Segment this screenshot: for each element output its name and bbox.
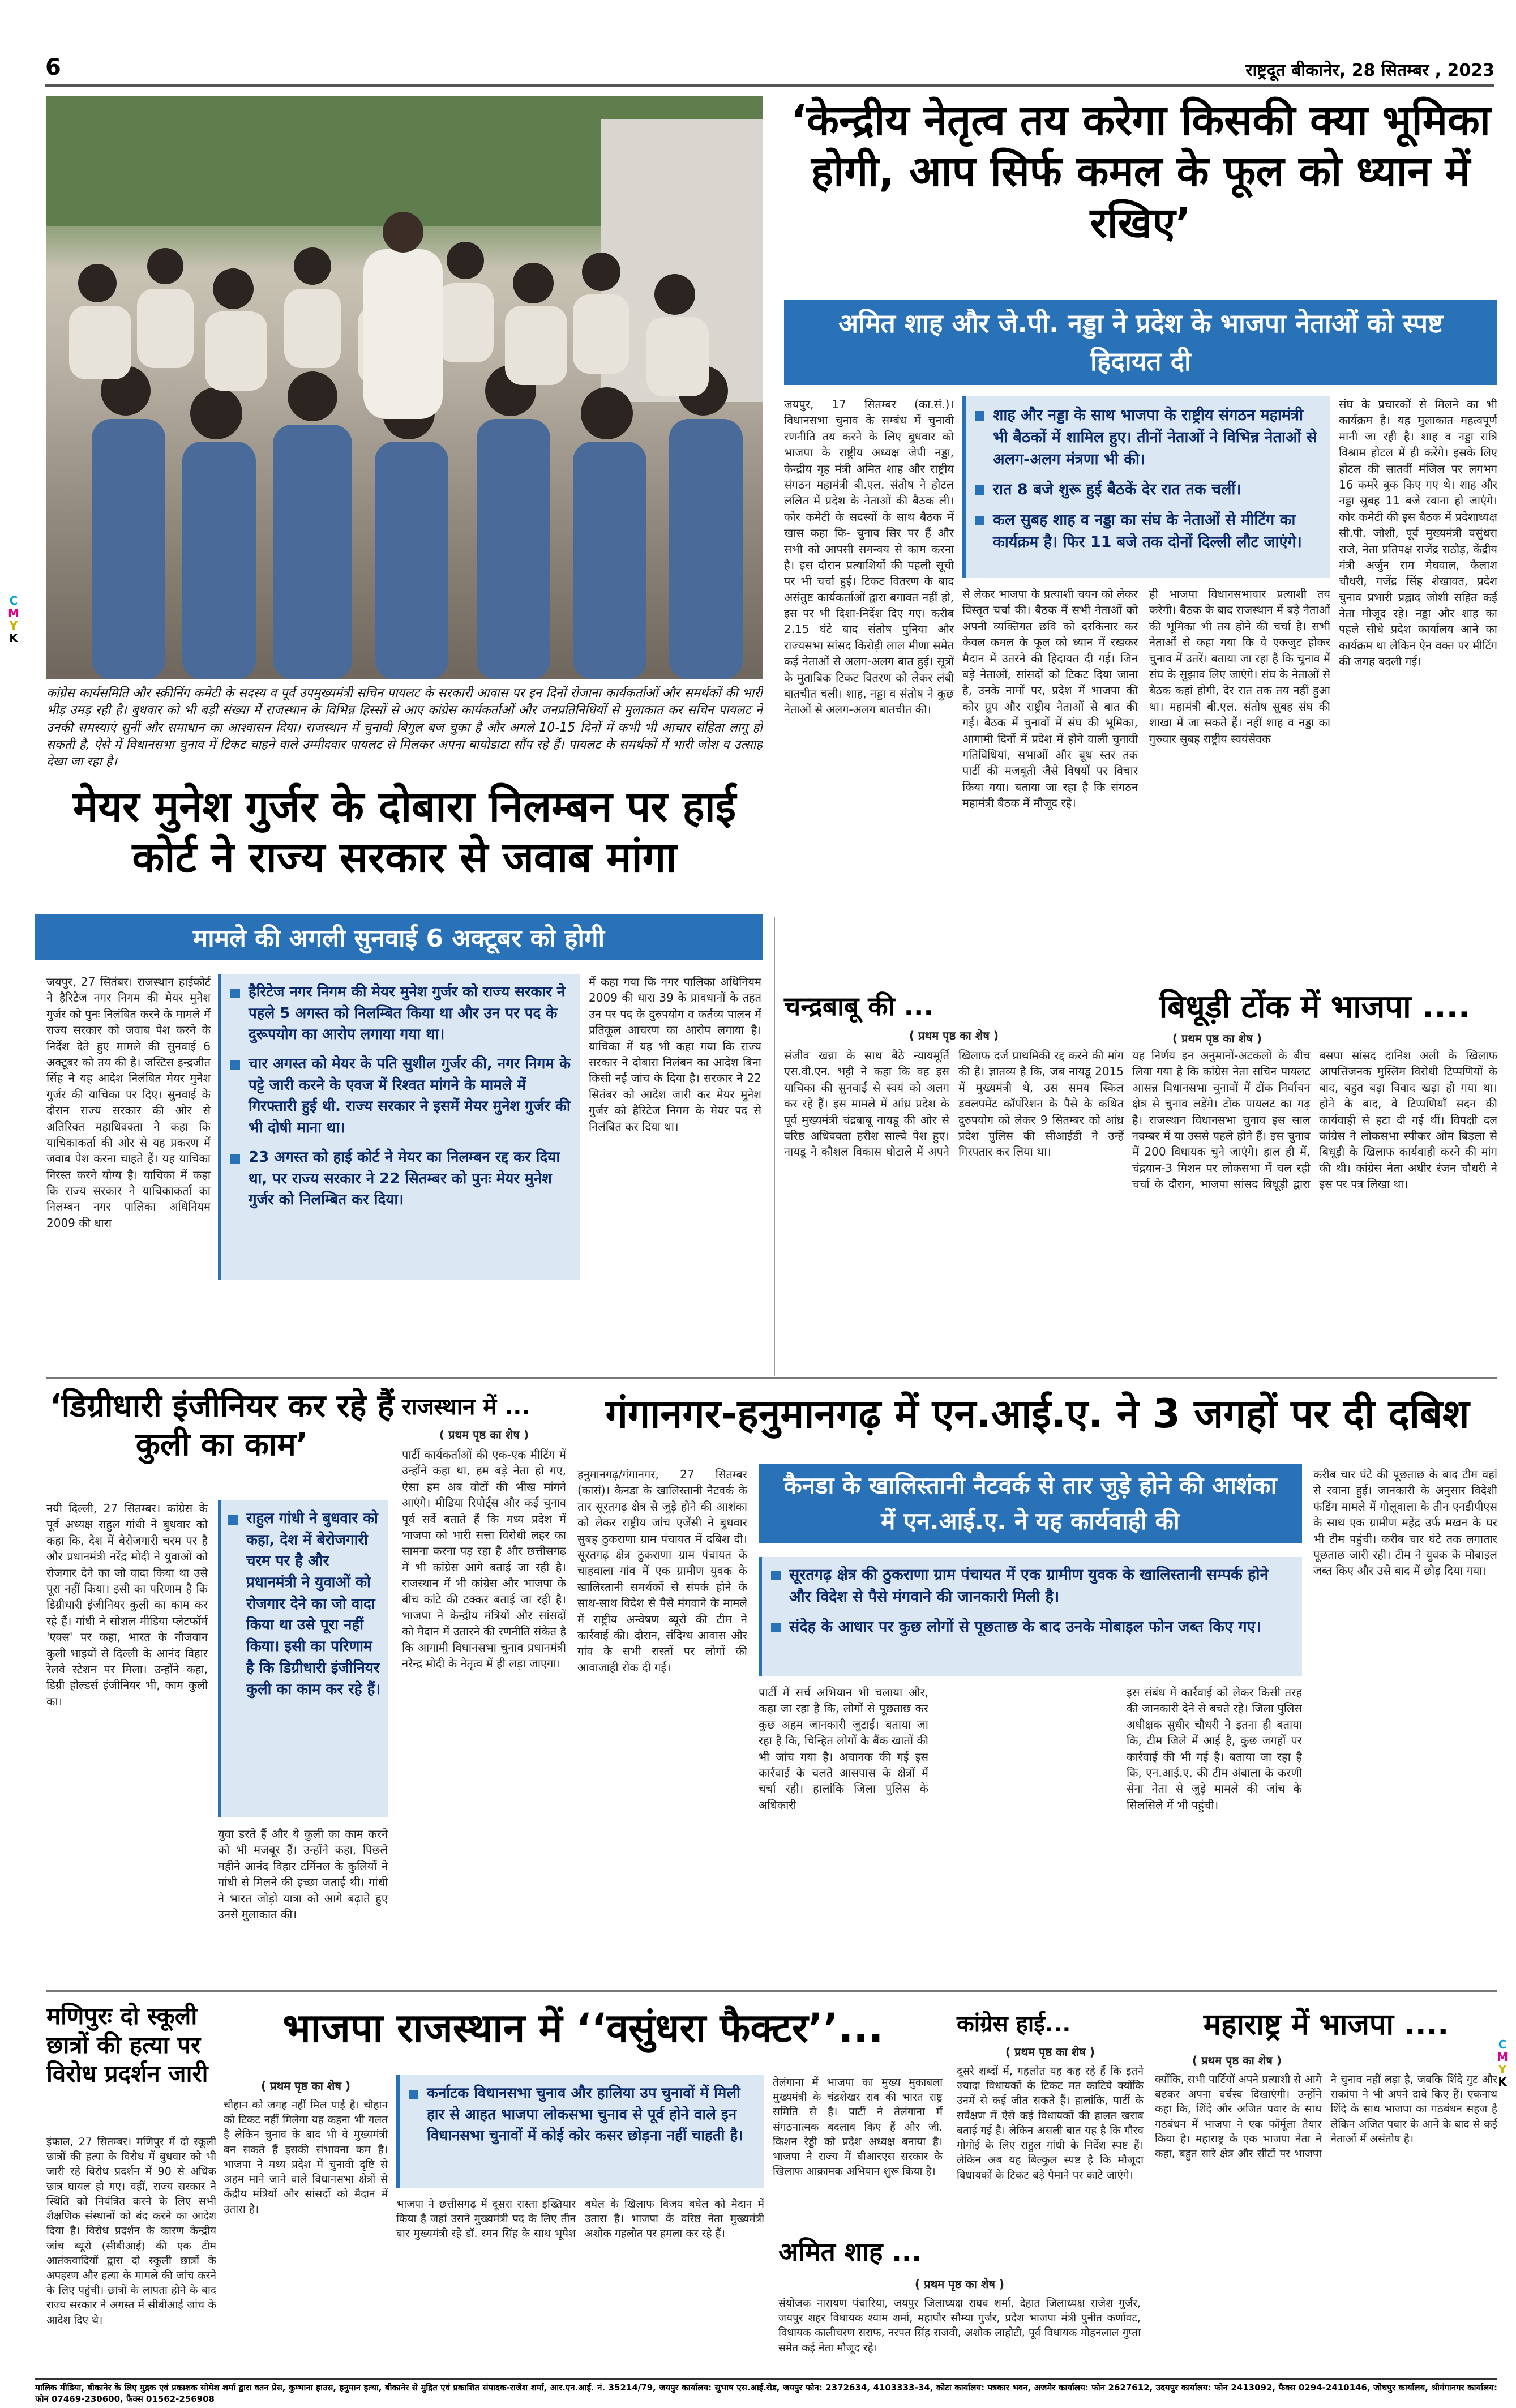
mayor-column-2: में कहा गया कि नगर पालिका अधिनियम 2009 की धारा 39 के प्रावधानों के तहत उन पर पद के दुरुपयोग व कर्तव्य पालन में प्रतिकूल आचरण का आरोप लगाया है। याचिका में यह भी कहा गया कि राज्य सरकार ने दोबारा निलंबन का आदेश बिना किसी नई जांच के दिया है। सरकार ने 22 सितंबर को आदेश जारी कर मेयर मुनेश गुर्जर को हैरिटेज निगम के मेयर पद से निलंबित कर दिया था।: [589, 975, 761, 1134]
vasundhara-column-3: तेलंगाना में भाजपा का मुख्य मुकाबला मुख्यमंत्री के चंद्रशेखर राव की भारत राष्ट्र समिति से है। पार्टी ने तेलंगाना में संगठनात्मक बदलाव किए हैं और जी. किशन रेड्डी को प्रदेश अध्यक्ष बनाया है। भाजपा ने राज्य में बीआरएस सरकार के खिलाफ आक्रामक अभियान शुरू किया है।: [773, 2076, 943, 2178]
chandrababu-kicker: चन्द्रबाबू की ...: [784, 991, 933, 1021]
engineer-bullet-box: [218, 1500, 388, 1817]
lead-bullet-box: [962, 396, 1330, 578]
mayor-subhead: मामले की अगली सुनवाई 6 अक्टूबर को होगी: [35, 914, 763, 960]
congress-kicker: कांग्रेस हाई...: [957, 2011, 1071, 2037]
page-number: 6: [45, 54, 61, 80]
lead-bullet-2: रात 8 बजे शुरू हुई बैठकें देर रात तक चलीं।: [973, 478, 1321, 501]
engineer-bullet-1: राहुल गांधी ने बुधवार को कहा, देश में बेरोजगारी चरम पर है और प्रधानमंत्री ने युवाओं को रोजगार देने का जो वादा किया था उसे पूरा नहीं किया। इसी का परिणाम है कि डिग्रीधारी इंजीनियर कुली का काम कर रहे हैं।: [226, 1508, 382, 1700]
vasundhara-column-2: भाजपा ने छत्तीसगढ़ में दूसरा रास्ता इख्तियार किया है जहां उसने मुख्यमंत्री पद के लिए तीन बार मुख्यमंत्री रहे डॉ. रमन सिंह के साथ भूपेश बघेल के खिलाफ विजय बघेल को मैदान में उतारा है। भाजपा के वरिष्ठ नेता मुख्यमंत्री अशोक गहलोत पर हमला कर रहे हैं।: [396, 2198, 764, 2240]
mayor-bullet-2: चार अगस्त को मेयर के पति सुशील गुर्जर की, नगर निगम के पट्टे जारी करने के एवज में रिश्वत मांगने के मामले में गिरफ्तारी हुई थी. राज्य सरकार ने इसमें मेयर मुनेश गुर्जर की भी दोषी माना था।: [228, 1054, 572, 1139]
mayor-bullet-3: 23 अगस्त को हाई कोर्ट ने मेयर का निलम्बन रद्द कर दिया था, पर राज्य सरकार ने 22 सितम्बर को पुनः मेयर मुनेश गुर्जर को निलम्बित कर दिया।: [228, 1147, 572, 1211]
lead-bullet-3: कल सुबह शाह व नड्डा का संघ के नेताओं से मीटिंग का कार्यक्रम है। फिर 11 बजे तक दोनों दिल्ली लौट जाएंगे।: [973, 509, 1321, 553]
rajasthan-kicker: राजस्थान में ...: [402, 1394, 530, 1420]
maharashtra-text: क्योंकि, सभी पार्टियों अपने प्रत्याशी से आगे बढ़कर अपना वर्चस्व दिखाएंगी। उन्होंने कहा कि, शिंदे और अजित पवार के साथ गठबंधन में भाजपा ने एक फॉर्मूला तैयार किया है। महाराष्ट्र के एक भाजपा नेता ने कहा, बहुत सारे क्षेत्र और सीटों पर भाजपा ने चुनाव नहीं लड़ा है, जबकि शिंदे गुट और राकांपा ने भी अपने दावे किए हैं। एकनाथ शिंदे के साथ भाजपा का गठबंधन सहज है लेकिन अजित पवार के आने के बाद से कई नेताओं में असंतोष है।: [1155, 2073, 1497, 2161]
congress-text: दूसरे शब्दों में, गहलोत यह कह रहे हैं कि इतने ज्यादा विधायकों के टिकट मत काटिये क्योंकि उनमें से कई जीत सकते हैं। हालांकि, पार्टी के सर्वेक्षण में ऐसे कई विधायकों की हालत खराब बताई गई है। लेकिन असली बात यह है कि गौरव गोगोई के लिए राहुल गांधी के निर्देश स्पष्ट हैं। लेकिन अब यह बिल्कुल स्पष्ट है कि मौजूदा विधायकों के टिकट बड़े पैमाने पर काटे जाएंगे।: [957, 2065, 1144, 2182]
chandrababu-continued: ( प्रथम पृष्ठ का शेष ): [909, 1029, 999, 1042]
page-header: [45, 54, 1494, 88]
lead-column-2: से लेकर भाजपा के प्रत्याशी चयन को लेकर विस्तृत चर्चा की। बैठक में सभी नेताओं को अपनी व्यक्तिगत छवि को दरकिनार कर केवल कमल के फूल को ध्यान में रखकर मैदान में उतरने की हिदायत दी गई। जिन बड़े नेताओं, सांसदों को टिकट दिया जाना है, उनके नामों पर, प्रदेश में भाजपा की कोर ग्रुप और राष्ट्रीय नेताओं से बात की गई। बैठक में चुनावों में संघ की भूमिका, आगामी दिनों में प्रदेश में होने वाली चुनावी गतिविधियां, सभाओं और बूथ स्तर तक पार्टी की मजबूती जैसे विषयों पर विचार किया गया। बताया जा रहा है कि संगठन महामंत्री बैठक में मौजूद रहे।: [962, 587, 1138, 810]
chandrababu-text: संजीव खन्ना के साथ बैठे न्यायमूर्ति एस.वी.एन. भट्टी ने कहा कि वह इस याचिका की सुनवाई से स्वयं को अलग कर रहे हैं। इस मामले में आंध्र प्रदेश के पूर्व मुख्यमंत्री चंद्रबाबू नायडू की ओर से वरिष्ठ अधिवक्ता हरीश साल्वे पेश हुए। नायडू ने कौशल विकास घोटाले में अपने खिलाफ दर्ज प्राथमिकी रद्द करने की मांग की है। ज्ञातव्य है कि, जब नायडू 2015 में मुख्यमंत्री थे, उस समय स्किल डवलपमेंट कॉर्पोरेशन के पैसे के कथित दुरुपयोग को लेकर 9 सितम्बर को आंध्र प्रदेश पुलिस की सीआईडी ने उन्हें गिरफ्तार कर लिया था।: [784, 1049, 1124, 1159]
lead-column-3: ही भाजपा विधानसभावार प्रत्याशी तय करेगी। बैठक के बाद राजस्थान में बड़े नेताओं की भूमिका भी तय होने की चर्चा है। सभी नेताओं से कहा गया कि वे एकजुट होकर चुनाव में उतरें। बताया जा रहा है कि चुनाव में संघ के सुझाव लिए जाएंगे। संघ के नेताओं से बैठक कहां होगी, देर रात तक तय नहीं हुआ था। महामंत्री बी.एल. संतोष सुबह संघ की शाखा में जा सकते हैं। नहीं शाह व नड्डा का गुरुवार सुबह राष्ट्रीय स्वयंसेवक: [1149, 587, 1330, 746]
engineer-headline: ‘डिग्रीधारी इंजीनियर कर रहे हैं कुली का काम’: [49, 1388, 395, 1464]
maharashtra-headline: महाराष्ट्र में भाजपा ....: [1203, 2008, 1449, 2042]
manipur-text: इंफाल, 27 सितम्बर। मणिपुर में दो स्कूली छात्रों की हत्या के विरोध में बुधवार को भी जारी रहे विरोध प्रदर्शन में 90 से अधिक छात्र घायल हो गए। वहीं, राज्य सरकार ने स्थिति को नियंत्रित करने के लिए सभी शैक्षणिक संस्थानों को बंद करने का आदेश दिया है। विरोध प्रदर्शन के कारण केन्द्रीय जांच ब्यूरो (सीबीआई) की एक टीम आतंकवादियों द्वारा दो स्कूली छात्रों के अपहरण और हत्या के मामले की जांच करने के लिए पहुंची। छात्रों के लापता होने के बाद राज्य सरकार ने अगस्त में सीबीआई जांच के आदेश दिए थे।: [46, 2136, 216, 2326]
bidhuri-headline: बिधूड़ी टोंक में भाजपा ....: [1159, 989, 1471, 1025]
vasundhara-bullet-1: कर्नाटक विधानसभा चुनाव और हालिया उप चुनावों में मिली हार से आहत भाजपा लोकसभा चुनाव से पूर्व होने वाले इन विधानसभा चुनावों में कोई कोर कसर छोड़ना नहीं चाहती है।: [406, 2083, 756, 2147]
masthead: राष्ट्रदूत बीकानेर, 28 सितम्बर , 2023: [1245, 61, 1494, 80]
column-divider: [774, 917, 775, 1376]
engineer-text: नयी दिल्ली, 27 सितम्बर। कांग्रेस के पूर्व अध्यक्ष राहुल गांधी ने बुधवार को कहा कि, देश में बेरोजगारी चरम पर है और प्रधानमंत्री नरेंद्र मोदी ने युवाओं को रोजगार देने का जो वादा किया था उसे पूरा नहीं किया। इसी का परिणाम है कि डिग्रीधारी इंजीनियर कुली का काम कर रहे हैं। गांधी ने सोशल मीडिया प्लेटफॉर्म 'एक्स' पर कहा, भारत के नौजवान कुली भाइयों से दिल्ली के आनंद विहार रेलवे स्टेशन पर मिला। उन्होंने कहा, डिग्री होल्डर्स इंजीनियर भी, काम कुली का।: [46, 1502, 208, 1708]
vasundhara-headline: भाजपा राजस्थान में ‘‘वसुंधरा फैक्टर’’...: [282, 2005, 884, 2051]
nia-bullet-box: [759, 1557, 1302, 1676]
amit-text: संयोजक नारायण पंचारिया, जयपुर जिलाध्यक्ष राघव शर्मा, देहात जिलाध्यक्ष राजेश गुर्जर, जयपुर शहर विधायक श्याम शर्मा, महापौर सौम्या गुर्जर, प्रदेश भाजपा मंत्री पुनीत कर्णावट, विधायक कालीचरण सराफ, नरपत सिंह राजवी, अशोक लाहोटी, पूर्व विधायक मोहनलाल गुप्ता समेत कई नेता मौजूद रहे।: [778, 2297, 1141, 2354]
header-rule: [45, 84, 1494, 87]
mayor-column-1: जयपुर, 27 सितंबर। राजस्थान हाईकोर्ट ने हैरिटेज नगर निगम की मेयर मुनेश गुर्जर को पुनः निलंबित करने के मामले में राज्य सरकार को जवाब पेश करने के निर्देश देते हुए मामले की सुनवाई 6 अक्टूबर को तय की है। जस्टिस इन्द्रजीत सिंह ने यह आदेश निलंबित मेयर मुनेश गुर्जर की याचिका पर दिए। सुनवाई के दौरान राज्य सरकार की ओर से अतिरिक्त महाधिवक्ता ने कहा कि याचिकाकर्ता की ओर से यह प्रकरण में जवाब पेश करना चाहते हैं। यह याचिका निरस्त करने योग्य है। याचिका में कहा कि राज्य सरकार ने याचिकाकर्ता का निलम्बन नगर पालिका अधिनियम 2009 की धारा: [46, 975, 211, 1230]
section-rule-1: [46, 1377, 1497, 1379]
nia-subhead: कैनडा के खालिस्तानी नैटवर्क से तार जुड़े होने की आशंका में एन.आई.ए. ने यह कार्यवाही की: [759, 1464, 1302, 1543]
vasundhara-column-1: चौहान को जगह नहीं मिल पाई है। चौहान को टिकट नहीं मिलेगा यह कहना भी गलत है लेकिन चुनाव के बाद भी वे मुख्यमंत्री बन सकते हैं इसकी संभावना कम है। भाजपा ने मध्य प्रदेश में चुनावी दृष्टि से अहम माने जाने वाले विधानसभा क्षेत्रों से केंद्रीय मंत्रियों और सांसदों को मैदान में उतारा है।: [224, 2099, 388, 2215]
lead-headline: ‘केन्द्रीय नेतृत्व तय करेगा किसकी क्या भूमिका होगी, आप सिर्फ कमल के फूल को ध्यान में रखिए’: [791, 96, 1491, 247]
lead-bullet-1: शाह और नड्डा के साथ भाजपा के राष्ट्रीय संगठन महामंत्री भी बैठकों में शामिल हुए। तीनों नेताओं ने विभिन्न नेताओं से अलग-अलग मंत्रणा भी की।: [973, 404, 1321, 471]
engineer-column-2: युवा डरते हैं और ये कुली का काम करने को भी मजबूर हैं। उन्होंने कहा, पिछले महीने आनंद विहार टर्मिनल के कुलियों ने गांधी से मिलने की इच्छा जताई थी। गांधी ने भारत जोड़ो यात्रा को आगे बढ़ाते हुए उनसे मुलाकात की।: [218, 1827, 388, 1921]
nia-column-4: करीब चार घंटे की पूछताछ के बाद टीम वहां से रवाना हुई। जानकारी के अनुसार विदेशी फंडिंग मामले में गोलूवाला के तीन एनडीपीएस के साथ एक ग्रामीण महेंद्र उर्फ मखन के घर भी टीम पहुंची। करीब चार घंटे तक लगातार पूछताछ जारी रही। टीम ने युवक के मोबाइल जब्त किए और उसे बाद में छोड़ दिया गया।: [1313, 1468, 1497, 1578]
rally-photo: [46, 96, 763, 679]
rajasthan-continued: ( प्रथम पृष्ठ का शेष ): [439, 1428, 529, 1442]
imprint-line: मालिक मीडिया, बीकानेर के लिए मुद्रक एवं प्रकाशक सोमेश शर्मा द्वारा वतन प्रेस, कुम्भाना हाउस, हनुमान हत्था, बीकानेर से मुद्रित एवं प्रकाशित संपादक-राजेश शर्मा, आर.एन.आई. नं. 35214/79, जयपुर कार्यालय: सुभाष एस.आई.रोड, जयपुर फोन: 2372634, 4103333-34, कोटा कार्यालय: पत्रकार भवन, अजमेर कार्यालय: फोन 2627612, उदयपुर कार्यालय: फोन 2413092, फैक्स 0294-2410146, जोधपुर कार्यालय, श्रीगंगानगर कार्यालय: फोन 07469-230600, फैक्स 01562-256908: [35, 2383, 1497, 2404]
vasundhara-continued: ( प्रथम पृष्ठ का शेष ): [260, 2079, 351, 2093]
maharashtra-continued: ( प्रथम पृष्ठ का शेष ): [1192, 2054, 1282, 2067]
bidhuri-text: यह निर्णय इन अनुमानों-अटकलों के बीच लिया गया है कि कांग्रेस नेता सचिन पायलट आसन्न विधानसभा चुनावों में टोंक निर्वाचन क्षेत्र से चुनाव लड़ेंगे। टोंक पायलट का गढ़ है। राजस्थान विधानसभा चुनाव इस साल नवम्बर में या उससे पहले होने हैं। इस चुनाव में 200 विधायक चुने जाएंगे। हाल ही में, चंद्रयान-3 मिशन पर लोकसभा में चल रही चर्चा के दौरान, भाजपा सांसद बिधूड़ी द्वारा बसपा सांसद दानिश अली के खिलाफ आपत्तिजनक मुस्लिम विरोधी टिप्पणियों के बाद, बहुत बड़ा विवाद खड़ा हो गया था। होने के बाद, वे टिप्पणियाँ सदन की कार्यवाही से हटा दी गई थीं। विपक्षी दल कांग्रेस ने लोकसभा स्पीकर ओम बिड़ला से बिधूड़ी के खिलाफ कार्यवाही करने की मांग की थी। कांग्रेस नेता अधीर रंजन चौधरी ने इस पर पत्र लिखा था।: [1132, 1049, 1497, 1191]
lead-column-1: जयपुर, 17 सितम्बर (का.सं.)। विधानसभा चुनाव के सम्बंध में चुनावी रणनीति तय करने के लिए बुधवार को भाजपा के राष्ट्रीय अध्यक्ष जेपी नड्डा, केन्द्रीय गृह मंत्री अमित शाह और राष्ट्रीय संगठन महामंत्री बी.एल. संतोष ने होटल ललित में प्रदेश के नेताओं की बैठक ली। कोर कमेटी के सदस्यों के साथ बैठक में खास कहा कि- चुनाव सिर पर हैं और सभी को आपसी समन्वय से काम करना है। इस दौरान प्रत्याशियों की पहली सूची पर भी चर्चा हुई। टिकट वितरण के बाद असंतुष्ट कार्यकर्ताओं द्वारा बगावत नहीं हो, इस पर भी दिशा-निर्देश दिए गए। करीब 2.15 घंटे बाद संतोष पुनिया और राज्यसभा सांसद किरोड़ी लाल मीणा समेत कई नेताओं से अलग-अलग बात हुई। सूत्रों के मुताबिक टिकट वितरण को लेकर लंबी बातचीत चली। शाह, नड्डा व संतोष ने कुछ नेताओं से अलग-अलग बातचीत की।: [784, 397, 954, 717]
crowd-illustration: [46, 96, 763, 679]
nia-headline: गंगानगर-हनुमानगढ़ में एन.आई.ए. ने 3 जगहों पर दी दबिश: [605, 1391, 1470, 1437]
photo-caption: कांग्रेस कार्यसमिति और स्क्रीनिंग कमेटी के सदस्य व पूर्व उपमुख्यमंत्री सचिन पायलट के सरकारी आवास पर इन दिनों रोजाना कार्यकर्ताओं और समर्थकों की भारी भीड़ उमड़ रही है। बुधवार को भी बड़ी संख्या में राजस्थान के विभिन्न हिस्सों से आए कांग्रेस कार्यकर्ताओं और जनप्रतिनिधियों से मुलाकात कर सचिन पायलट ने उनकी समस्याएं सुनीं और समाधान का आश्वासन दिया। राजस्थान में चुनावी बिगुल बज चुका है और अगले 10-15 दिनों में कभी भी आचार संहिता लागू हो सकती है, ऐसे में विधानसभा चुनाव में टिकट चाहने वाले उम्मीदवार पायलट से मिलकर अपना बायोडाटा सौंप रहे हैं। पायलट के समर्थकों में भारी जोश व उत्साह देखा जा रहा है।: [46, 686, 763, 769]
cmyk-mark-right: C M Y K: [1497, 2038, 1508, 2089]
amit-continued: ( प्रथम पृष्ठ का शेष ): [914, 2277, 1005, 2291]
nia-bullet-1: सूरतगढ़ क्षेत्र की ठुकराणा ग्राम पंचायत में एक ग्रामीण युवक के खालिस्तानी सम्पर्क होने और विदेश से पैसे मंगवाने की जानकारी मिली है।: [769, 1564, 1294, 1608]
vasundhara-bullet-box: [396, 2075, 764, 2188]
mayor-headline: मेयर मुनेश गुर्जर के दोबारा निलम्बन पर हाई कोर्ट ने राज्य सरकार से जवाब मांगा: [72, 782, 736, 883]
nia-column-1: हनुमानगढ़/गंगानगर, 27 सितम्बर (कासं)। कैनडा के खालिस्तानी नैटवर्क के तार सूरतगढ़ क्षेत्र से जुड़े होने की आशंका को लेकर राष्ट्रीय जांच एजेंसी ने बुधवार सुबह ठुकराणा ग्राम पंचायत में दबिश दी। सूरतगढ़ क्षेत्र ठुकराणा ग्राम पंचायत के चाहवाला गांव में एक ग्रामीण युवक के खालिस्तानी समर्थकों से संपर्क होने के साथ-साथ विदेश से पैसे मंगवाने के मामले में राष्ट्रीय अन्वेषण ब्यूरो की टीम ने कार्रवाई की। दौरान, संदिग्ध आवास और गांव के सभी रास्तों पर लोगों की आवाजाही रोक दी गई।: [577, 1468, 747, 1674]
lead-subhead: अमित शाह और जे.पी. नड्डा ने प्रदेश के भाजपा नेताओं को स्पष्ट हिदायत दी: [784, 300, 1497, 385]
rajasthan-text: पार्टी कार्यकर्ताओं की एक-एक मीटिंग में उन्होंने कहा था, हम बड़े नेता हो गए, ऐसा हम अब वोटों की भीख मांगने आएंगे। मीडिया रिपोर्ट्स और कई चुनाव पूर्व सर्वे बताते हैं कि मध्य प्रदेश में भाजपा को भारी सत्ता विरोधी लहर का सामना करना पड़ रहा है और छत्तीसगढ़ में भी कांग्रेस आगे बताई जा रही है। राजस्थान में भी कांग्रेस और भाजपा के बीच कांटे की टक्कर बताई जा रही है। भाजपा ने केन्द्रीय मंत्रियों और सांसदों को मैदान में उतारने की रणनीति संकेत है कि आगामी विधानसभा चुनाव प्रधानमंत्री नरेन्द्र मोदी के नेतृत्व में ही लड़ा जाएगा।: [402, 1448, 566, 1671]
congress-continued: ( प्रथम पृष्ठ का शेष ): [1005, 2045, 1095, 2059]
mayor-bullet-box: [218, 974, 580, 1280]
nia-bullet-2: संदेह के आधार पर कुछ लोगों से पूछताछ के बाद उनके मोबाइल फोन जब्त किए गए।: [769, 1616, 1294, 1638]
manipur-headline: मणिपुरः दो स्कूली छात्रों की हत्या पर विरोध प्रदर्शन जारी: [46, 2002, 208, 2088]
nia-column-2: पार्टी में सर्च अभियान भी चलाया और, कहा जा रहा है कि, लोगों से पूछताछ कर कुछ अहम जानकारी जुटाई। बताया जा रहा है कि, चिन्हित लोगों के बैंक खातों की भी जांच गया है। अचानक की गई इस कार्रवाई के चलते आसपास के क्षेत्रों में चर्चा रही। हालांकि जिला पुलिस के अधिकारी: [759, 1686, 928, 1812]
mayor-bullet-1: हैरिटेज नगर निगम की मेयर मुनेश गुर्जर को राज्य सरकार ने पहले 5 अगस्त को निलम्बित किया था और उन पर पद के दुरूपयोग का आरोप लगाया गया था।: [228, 982, 572, 1046]
amit-kicker: अमित शाह ...: [778, 2236, 922, 2267]
footer-rule: [35, 2378, 1497, 2380]
bidhuri-continued: ( प्रथम पृष्ठ का शेष ): [1172, 1032, 1262, 1045]
nia-column-3-visible: इस संबंध में कार्रवाई को लेकर किसी तरह की जानकारी देने से बचते रहे। जिला पुलिस अधीक्षक सुधीर चौधरी ने इतना ही बताया कि, टीम जिले में आई है, कुछ जगहों पर कार्रवाई की भी गई है। बताया जा रहा है कि, एन.आई.ए. की टीम अंबाला के करणी सेना नेता से जुड़े मामले की जांच के सिलसिले में भी पहुंची।: [1127, 1686, 1302, 1812]
lead-column-4: संघ के प्रचारकों से मिलने का भी कार्यक्रम है। यह मुलाकात महत्वपूर्ण मानी जा रही है। शाह व नड्डा रात्रि विश्राम होटल में ही करेंगे। इसके लिए होटल की सातवीं मंजिल पर लगभग 16 कमरे बुक किए गए थे। शाह और नड्डा सुबह 11 बजे रवाना हो जाएंगे। कोर कमेटी की इस बैठक में प्रदेशाध्यक्ष सी.पी. जोशी, पूर्व मुख्यमंत्री वसुंधरा राजे, नेता प्रतिपक्ष राजेंद्र राठौड़, केंद्रीय मंत्री अर्जुन राम मेघवाल, कैलाश चौधरी, गजेंद्र सिंह शेखावत, प्रदेश चुनाव प्रभारी प्रह्लाद जोशी सहित कई नेता मौजूद रहे। नड्डा और शाह का पहले सीधे प्रदेश कार्यालय आने का कार्यक्रम था लेकिन ऐन वक्त पर मीटिंग की जगह बदली गई।: [1339, 397, 1497, 669]
section-rule-2: [46, 1990, 1497, 1992]
cmyk-mark-left: C M Y K: [8, 594, 19, 645]
